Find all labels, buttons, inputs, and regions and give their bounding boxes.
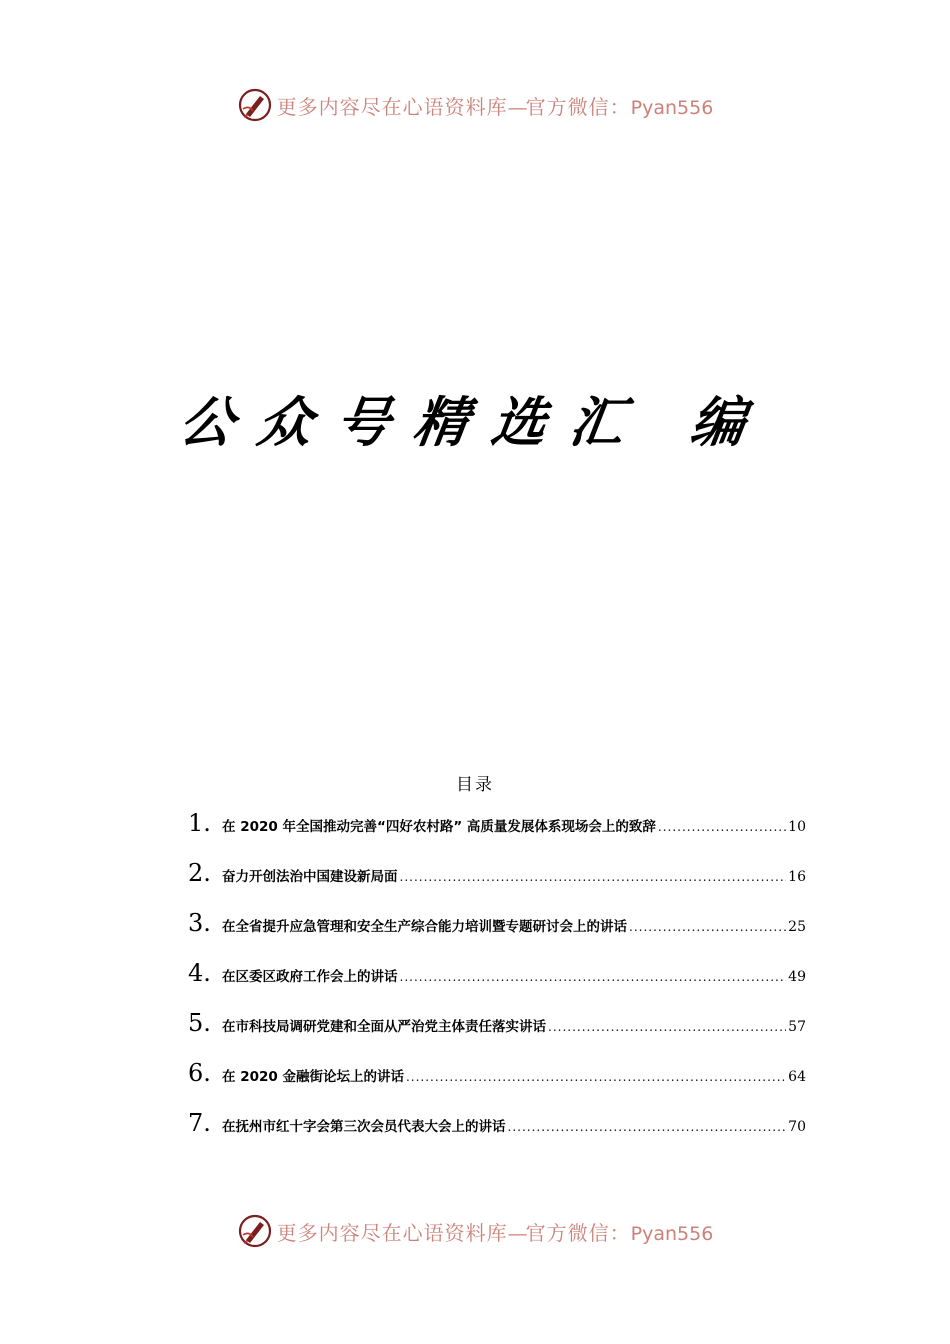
toc-list: [188, 808, 806, 1158]
toc-entry-title: 奋力开创法治中国建设新局面: [222, 869, 398, 885]
toc-entry-title: 在市科技局调研党建和全面从严治党主体责任落实讲话: [222, 1019, 546, 1035]
footer-banner: [0, 1206, 950, 1256]
toc-entry-title: 在抚州市红十字会第三次会员代表大会上的讲话: [222, 1119, 506, 1135]
toc-entry-title: 在区委区政府工作会上的讲话: [222, 969, 398, 985]
banner-main-text: 更多内容尽在心语资料库: [276, 1220, 508, 1245]
toc-leader-dots: [629, 912, 786, 942]
banner-text: [277, 1217, 714, 1246]
banner-text: [277, 91, 714, 120]
main-title: 公众号精选汇 编: [175, 390, 774, 454]
toc-entry-1[interactable]: [188, 808, 806, 858]
toc-number: 1.: [188, 809, 211, 837]
toc-page-number: 25: [788, 919, 806, 935]
header-banner: [0, 80, 950, 130]
banner-wechat-label: 官方微信：: [525, 1220, 631, 1245]
toc-leader-dots: [548, 1012, 786, 1042]
toc-page-number: 49: [788, 969, 806, 985]
toc-leader-dots: [400, 862, 787, 892]
toc-number: 4.: [188, 959, 211, 987]
banner-main-text: 更多内容尽在心语资料库: [276, 94, 508, 119]
toc-entry-title: 在全省提升应急管理和安全生产综合能力培训暨专题研讨会上的讲话: [222, 919, 627, 935]
banner-wechat-label: 官方微信：: [525, 94, 631, 119]
toc-page-number: 70: [788, 1119, 806, 1135]
toc-number: 6.: [188, 1059, 211, 1087]
toc-leader-dots: [406, 1062, 786, 1092]
toc-number: 7.: [188, 1109, 211, 1137]
banner-dash: —: [507, 94, 526, 119]
banner-wechat-id: Pyan556: [630, 1222, 714, 1245]
toc-page-number: 57: [788, 1019, 806, 1035]
toc-page-number: 64: [788, 1069, 806, 1085]
toc-page-number: 10: [788, 819, 806, 835]
toc-leader-dots: [400, 962, 787, 992]
toc-entry-6[interactable]: [188, 1058, 806, 1108]
toc-entry-title: 在 2020 金融街论坛上的讲话: [222, 1069, 404, 1085]
toc-entry-title: 在 2020 年全国推动完善“四好农村路” 高质量发展体系现场会上的致辞: [222, 819, 656, 835]
toc-title: 目录: [456, 775, 494, 795]
toc-entry-7[interactable]: [188, 1108, 806, 1158]
toc-entry-4[interactable]: [188, 958, 806, 1008]
toc-page-number: 16: [788, 869, 806, 885]
pen-logo-icon: [237, 1213, 273, 1249]
banner-dash: —: [507, 1220, 526, 1245]
toc-number: 2.: [188, 859, 211, 887]
pen-logo-icon: [237, 87, 273, 123]
toc-leader-dots: [508, 1112, 787, 1142]
toc-number: 3.: [188, 909, 211, 937]
toc-leader-dots: [658, 812, 786, 842]
toc-entry-5[interactable]: [188, 1008, 806, 1058]
toc-number: 5.: [188, 1009, 211, 1037]
banner-wechat-id: Pyan556: [630, 96, 714, 119]
toc-entry-2[interactable]: [188, 858, 806, 908]
toc-entry-3[interactable]: [188, 908, 806, 958]
